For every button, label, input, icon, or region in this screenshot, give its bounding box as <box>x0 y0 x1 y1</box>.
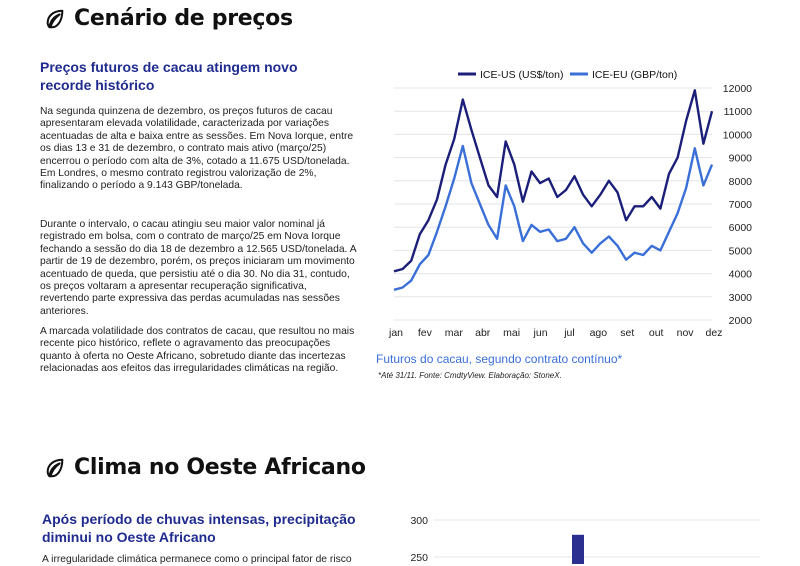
section-header-climate <box>44 455 366 480</box>
y-tick-label: 7000 <box>728 199 752 211</box>
y-tick-label: 10000 <box>722 129 752 142</box>
x-tick-label: nov <box>676 327 694 339</box>
leaf-icon <box>44 457 66 479</box>
legend-label: ICE-EU (GBP/ton) <box>592 69 678 81</box>
precipitation-bar <box>572 535 584 564</box>
y-tick-label: 300 <box>410 515 428 527</box>
y-tick-label: 3000 <box>728 291 752 304</box>
legend-label: ICE-US (US$/ton) <box>480 69 564 81</box>
y-tick-label: 250 <box>410 552 428 564</box>
paragraph-1: Na segunda quinzena de dezembro, os preços futuros de cacau apresentaram elevada volatilidade, caracterizada por variações acentuadas de alta e baixa entre as sessões. Em Nova Iorque, entre os dias 13 e 31 de dezembro, o contrato mais ativo (março/25) encerrou o período com alta de 3%, cotado a 11.675 USD/tonelada. Em Londres, o mesmo contrato registrou valorização de 2%, finalizando o período a 9.143 GBP/tonelada. <box>40 106 354 192</box>
section-title: Cenário de preços <box>74 6 293 31</box>
y-tick-label: 4000 <box>728 268 752 281</box>
article-subtitle: Após período de chuvas intensas, precipitação diminui no Oeste Africano <box>42 511 356 545</box>
y-tick-label: 11000 <box>723 106 752 119</box>
y-tick-label: 8000 <box>728 175 752 188</box>
series-line-ice-eu <box>394 146 712 290</box>
y-tick-label: 9000 <box>728 152 752 165</box>
cocoa-futures-chart <box>376 62 756 347</box>
x-tick-label: mai <box>503 327 521 339</box>
x-tick-label: abr <box>475 327 491 339</box>
leaf-icon <box>44 8 66 30</box>
paragraph-3: A marcada volatilidade dos contratos de cacau, que resultou no mais recente pico histórico, reflete o agravamento das preocupações quanto à oferta no Oeste Africano, sobretudo diante das incertezas relacionadas aos efeitos das irregularidades climáticas na região. <box>40 326 355 375</box>
y-tick-label: 2000 <box>728 315 752 327</box>
y-tick-label: 12000 <box>722 83 752 95</box>
x-tick-label: mar <box>444 327 463 339</box>
x-tick-label: jan <box>388 327 404 339</box>
paragraph-2: Durante o intervalo, o cacau atingiu seu maior valor nominal já registrado em bolsa, com o contrato de março/25 em Nova Iorque fechando a sessão do dia 18 de dezembro a 12.565 USD/tonelada. A partir de 19 de dezembro, porém, os preços iniciaram um movimento acentuado de queda, que persistiu até o dia 30. No dia 31, contudo, os preços voltaram a apresentar recuperação significativa, revertendo parte expressiva das perdas acumuladas nas sessões anteriores. <box>40 219 357 317</box>
precipitation-chart <box>400 508 762 564</box>
paragraph-start: A irregularidade climática permanece como o principal fator de risco <box>42 554 352 565</box>
y-tick-label: 5000 <box>728 245 752 258</box>
x-tick-label: jul <box>564 327 575 339</box>
x-tick-label: jun <box>533 327 548 339</box>
chart-caption: Futuros do cacau, segundo contrato contínuo* <box>376 352 623 366</box>
x-tick-label: ago <box>589 327 608 339</box>
section-header-prices <box>44 6 293 31</box>
section-title: Clima no Oeste Africano <box>74 455 366 480</box>
chart-source: *Até 31/11. Fonte: CmdtyView. Elaboração: StoneX. <box>378 371 562 380</box>
x-tick-label: out <box>648 327 664 339</box>
y-tick-label: 6000 <box>728 222 752 235</box>
article-subtitle: Preços futuros de cacau atingem novo recorde histórico <box>40 59 298 93</box>
x-tick-label: fev <box>417 327 432 339</box>
x-tick-label: set <box>620 327 635 339</box>
x-tick-label: dez <box>705 327 723 339</box>
